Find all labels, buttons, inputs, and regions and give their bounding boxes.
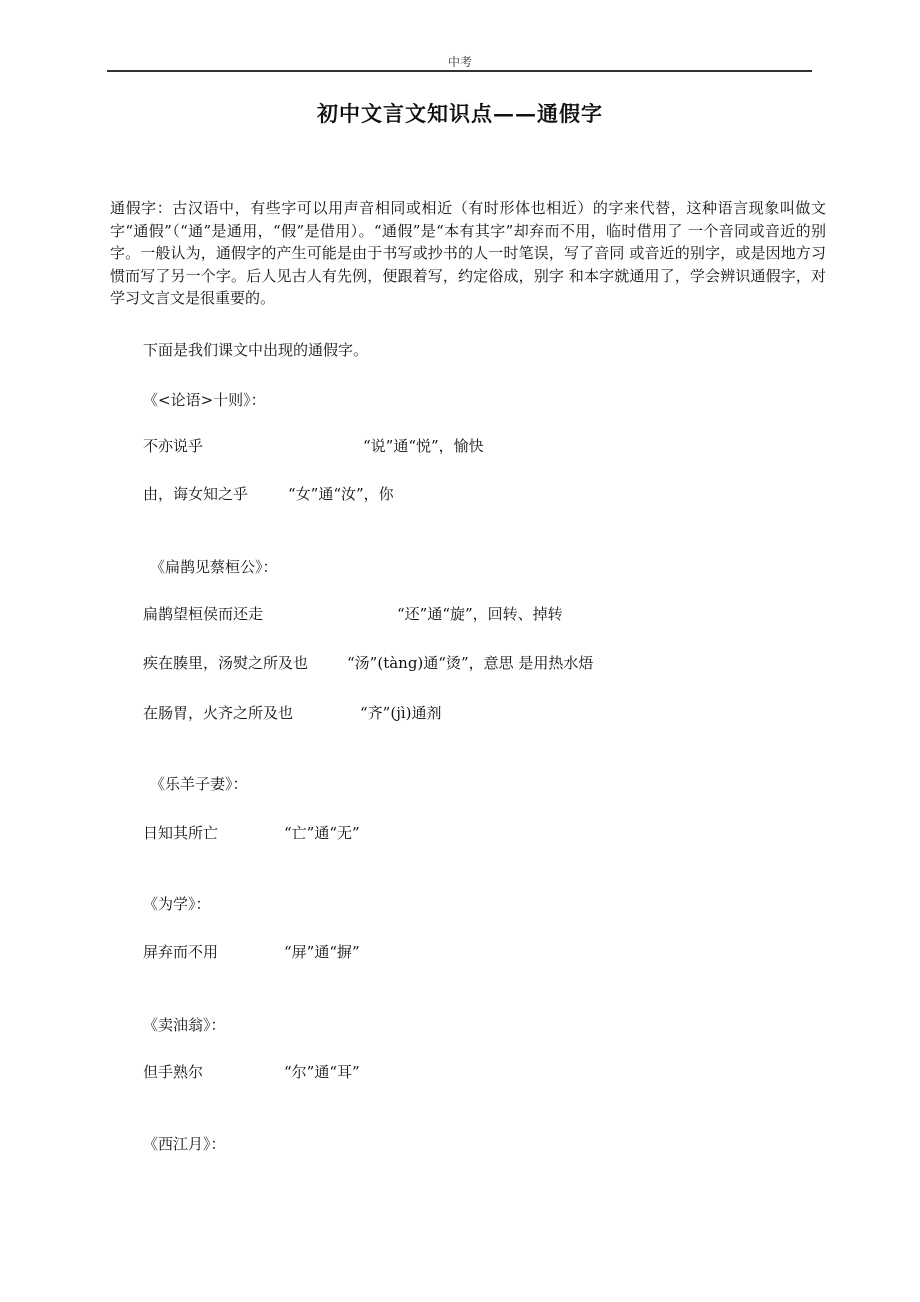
example-phrase: 由，诲女知之乎	[143, 485, 249, 503]
example-note: “尔”通“耳”	[284, 1063, 360, 1081]
example-note: “齐”(jì)通剂	[360, 704, 442, 722]
example-note: “汤”(tàng)通“烫”，意思 是用热水焐	[347, 654, 594, 672]
section-heading: 《乐羊子妻》：	[150, 775, 248, 793]
page-header: 中考	[447, 55, 472, 69]
example-note: “说”通“悦”，愉快	[363, 437, 484, 455]
section-heading: 《西江月》：	[143, 1135, 226, 1153]
example-phrase: 扁鹊望桓侯而还走	[143, 605, 264, 623]
example-phrase: 但手熟尔	[143, 1063, 204, 1081]
header-rule	[107, 70, 812, 72]
section-heading: 《为学》：	[143, 895, 211, 913]
example-note: “还”通“旋”，回转、掉转	[397, 605, 563, 623]
example-phrase: 屏弃而不用	[143, 943, 219, 961]
example-phrase: 不亦说乎	[143, 437, 204, 455]
lead-text: 下面是我们课文中出现的通假字。	[143, 341, 369, 359]
example-phrase: 日知其所亡	[143, 824, 219, 842]
intro-paragraph: 通假字：古汉语中，有些字可以用声音相同或相近（有时形体也相近）的字来代替，这种语言现象叫做文字“通假”（“通”是通用，“假”是借用）。“通假”是“本有其字”却弃而不用，临时借用了 一个音同或音近的别字。一般认为，通假字的产生可能是由于书写或抄书的人一时笔误，写了音同 或音近的别字，或是因地方习惯而写了另一个字。后人见古人有先例，便跟着写，约定俗成，别字 和本字就通用了，学会辨识通假字，对学习文言文是很重要的。	[110, 199, 826, 308]
section-heading: 《卖油翁》：	[143, 1016, 226, 1034]
example-phrase: 疾在腠里，汤熨之所及也	[143, 654, 309, 672]
section-heading: 《扁鹊见蔡桓公》：	[150, 558, 278, 576]
example-note: “亡”通“无”	[284, 824, 360, 842]
example-note: “屏”通“摒”	[284, 943, 360, 961]
section-heading: 《<论语>十则》：	[143, 391, 266, 409]
example-phrase: 在肠胃，火齐之所及也	[143, 704, 294, 722]
example-note: “女”通“汝”，你	[288, 485, 394, 503]
document-title: 初中文言文知识点——通假字	[317, 101, 603, 126]
